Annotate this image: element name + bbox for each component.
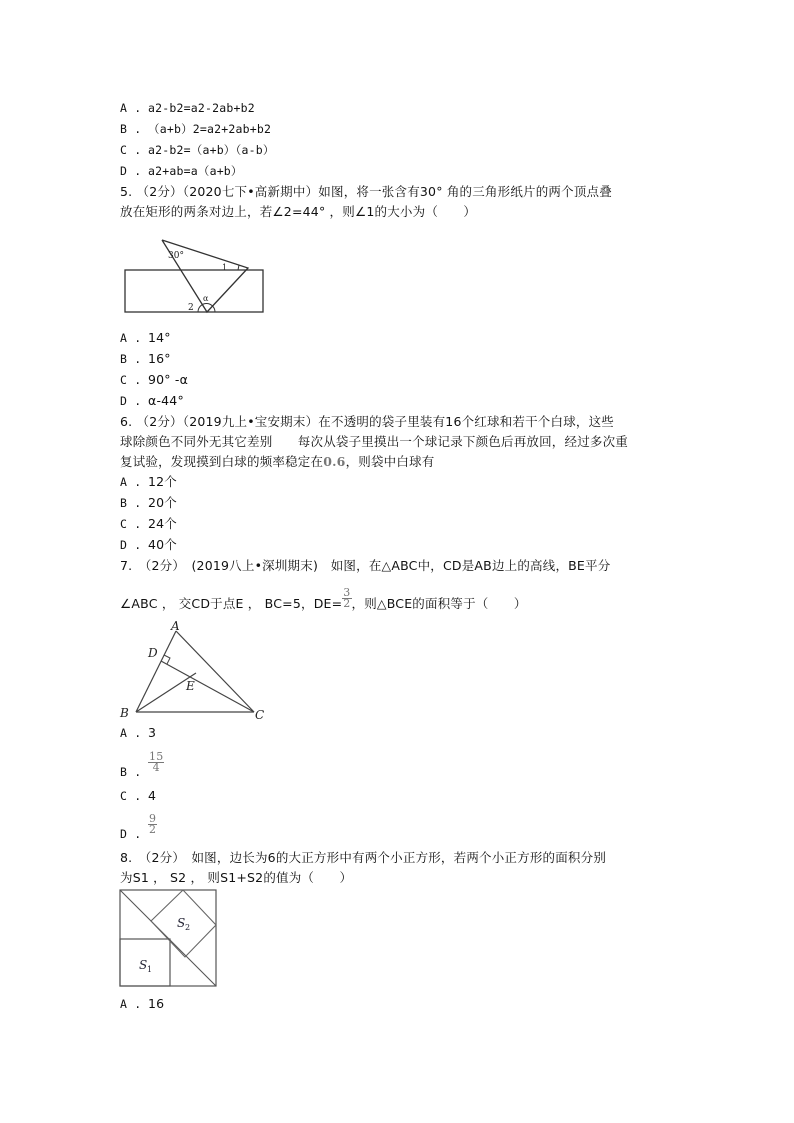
q6-option-b: [120, 495, 177, 511]
q6-option-d: [120, 537, 177, 553]
q8-stem-line2: 为S1 ， S2 ， 则S1+S2的值为（ ）: [120, 870, 353, 885]
option-letter: A .: [120, 475, 142, 489]
q6-option-a: [120, 474, 177, 490]
option-text: 4: [148, 788, 157, 803]
option-letter: B .: [120, 122, 142, 136]
q5-stem-line1: 5. （2分）（2020七下•高新期中）如图，将一张含有30° 角的三角形纸片的两个顶点叠: [120, 184, 612, 199]
label-s1: S: [139, 958, 148, 972]
option-text: 90° -α: [148, 372, 189, 387]
label-c: C: [255, 708, 265, 722]
q7-de-fraction: $\frac{3}{2}$: [343, 586, 351, 610]
option-text: a2-b2=a2-2ab+b2: [148, 101, 255, 115]
option-fraction: $\frac{15}{4}$: [149, 750, 164, 774]
label-30-degree: 30°: [168, 251, 184, 261]
label-s1-sub: 1: [147, 965, 153, 974]
option-text: 16°: [148, 351, 171, 366]
q5-option-d: [120, 393, 184, 409]
option-letter: B .: [120, 352, 142, 366]
q5-option-b: [120, 351, 171, 367]
option-text: 24个: [148, 516, 178, 531]
label-a: A: [171, 619, 180, 633]
q7-stem-line2: [120, 586, 527, 615]
option-letter: C .: [120, 517, 142, 531]
q8-stem-line1: 8. （2分） 如图，边长为6的大正方形中有两个小正方形，若两个小正方形的面积分别: [120, 850, 607, 865]
q6-stem-line3-post: ，则袋中白球有: [345, 454, 435, 469]
label-s2-sub: 2: [185, 923, 191, 932]
q6-stem-line3-pre: 复试验，发现摸到白球的频率稳定在: [120, 454, 324, 469]
option-text: 40个: [148, 537, 178, 552]
option-letter: D .: [120, 827, 142, 841]
q5-option-a: [120, 330, 171, 346]
q7-option-b: [120, 750, 164, 783]
option-letter: A .: [120, 331, 142, 345]
option-text: 16: [148, 996, 165, 1011]
q7-stem-line1: 7. （2分） (2019八上•深圳期末) 如图，在△ABC中，CD是AB边上的高线，BE平分: [120, 558, 611, 573]
option-letter: A .: [120, 101, 142, 115]
q8-option-a: [120, 996, 164, 1012]
q4-option-b: [120, 121, 271, 137]
q5-stem-line2: 放在矩形的两条对边上，若∠2=44° ，则∠1的大小为（ ）: [120, 204, 477, 219]
q6-stem-line1: 6. （2分）（2019九上•宝安期末）在不透明的袋子里装有16个红球和若干个白球，这些: [120, 414, 614, 429]
label-s2: S: [177, 916, 186, 930]
label-angle-2: 2: [188, 303, 194, 313]
q8-square-figure: [119, 889, 219, 989]
option-letter: C .: [120, 789, 142, 803]
option-letter: A .: [120, 997, 142, 1011]
q7-option-c: [120, 788, 156, 804]
label-angle-1: 1: [222, 263, 228, 272]
q7-stem-line2-pre: ∠ABC ， 交CD于点E ， BC=5，DE=: [120, 596, 343, 611]
option-letter: C .: [120, 373, 142, 387]
q7-option-a: [120, 725, 156, 741]
label-alpha: α: [203, 294, 209, 303]
option-text: 12个: [148, 474, 178, 489]
label-d: D: [148, 646, 158, 660]
q6-frequency-value: 0.6: [323, 454, 346, 469]
q7-triangle-abc-figure: [116, 618, 271, 724]
option-letter: D .: [120, 394, 142, 408]
option-letter: D .: [120, 538, 142, 552]
q7-stem-line2-post: ，则△BCE的面积等于（ ）: [351, 596, 527, 611]
option-text: （a+b）2=a2+2ab+b2: [148, 122, 272, 136]
option-fraction: $\frac{9}{2}$: [149, 812, 157, 836]
label-b: B: [120, 706, 129, 720]
option-letter: B .: [120, 765, 142, 779]
q6-stem-line2: 球除颜色不同外无其它差别 每次从袋子里摸出一个球记录下颜色后再放回，经过多次重: [120, 434, 629, 449]
q6-option-c: [120, 516, 177, 532]
q5-triangle-rectangle-figure: [118, 236, 268, 320]
option-letter: A .: [120, 726, 142, 740]
option-text: 14°: [148, 330, 171, 345]
q4-option-c: [120, 142, 275, 158]
q4-option-a: [120, 100, 255, 116]
q4-option-d: [120, 163, 243, 179]
option-text: a2-b2=（a+b）（a-b）: [148, 143, 275, 157]
option-text: 20个: [148, 495, 178, 510]
q6-stem-line3: [120, 454, 434, 470]
option-letter: B .: [120, 496, 142, 510]
option-text: α-44°: [148, 393, 184, 408]
option-letter: C .: [120, 143, 142, 157]
q7-option-d: [120, 812, 157, 845]
q5-option-c: [120, 372, 188, 388]
option-letter: D .: [120, 164, 142, 178]
label-e: E: [186, 679, 195, 693]
option-text: a2+ab=a（a+b）: [148, 164, 243, 178]
option-text: 3: [148, 725, 157, 740]
